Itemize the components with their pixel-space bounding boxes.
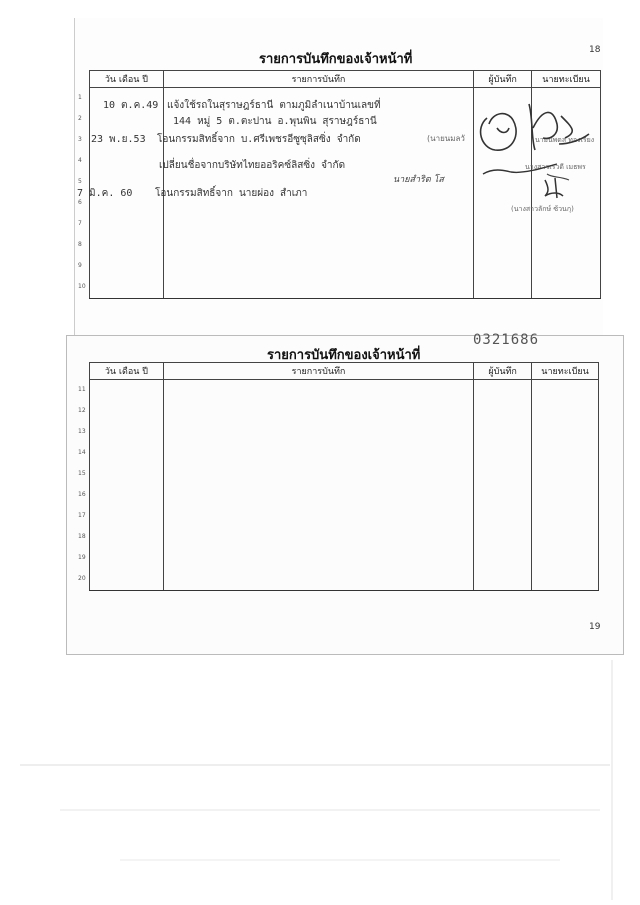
row-number: 19	[78, 554, 86, 561]
column-header-registrar: นายทะเบียน	[532, 71, 601, 88]
row-number: 9	[78, 262, 82, 269]
recorder-name: (นายนมลวั	[427, 134, 465, 143]
registrar-name: นายนพดล ทองเรียง	[535, 136, 595, 144]
row-number: 10	[78, 283, 86, 290]
entry-text: เปลี่ยนชื่อจากบริษัทไทยออริคซ์ลิสซิ่ง จำกัด	[159, 160, 346, 171]
column-header-registrar: นายทะเบียน	[532, 363, 599, 380]
row-number: 5	[78, 178, 82, 185]
table-row	[90, 277, 601, 299]
official-stamp: นางสาวเรวดี เมธพร	[525, 163, 586, 171]
scan-artifact-lines	[0, 660, 640, 905]
column-header-record: รายการบันทึก	[163, 363, 473, 380]
entry-date: 10 ต.ค.49	[103, 100, 159, 111]
table-row	[90, 548, 599, 569]
record-page-bottom	[66, 332, 624, 655]
column-header-record: รายการบันทึก	[163, 71, 473, 88]
table-row	[90, 256, 601, 277]
entry-date: 23 พ.ย.53	[91, 134, 146, 145]
faint-serial-number: 0321686	[473, 332, 540, 348]
column-header-date: วัน เดือน ปี	[90, 71, 164, 88]
row-number: 6	[78, 199, 82, 206]
entry-text: แจ้งใช้รถในสุราษฎร์ธานี ตามภูมิลำเนาบ้านเลขที่	[167, 100, 381, 111]
row-number: 8	[78, 241, 82, 248]
row-number: 16	[78, 491, 86, 498]
row-number: 14	[78, 449, 86, 456]
entry-date: 7 มิ.ค. 60	[77, 188, 133, 199]
page-number: 19	[589, 622, 601, 632]
column-header-recorder: ผู้บันทึก	[474, 71, 532, 88]
page-title: รายการบันทึกของเจ้าหน้าที่	[267, 348, 421, 363]
row-number: 18	[78, 533, 86, 540]
entry-text: โอนกรรมสิทธิ์จาก บ.ศรีเพชรอีซูซุลิสซิ่ง จำกัด	[157, 134, 361, 145]
row-number: 13	[78, 428, 86, 435]
column-header-recorder: ผู้บันทึก	[474, 363, 532, 380]
records-table	[78, 362, 599, 591]
table-row	[90, 380, 599, 402]
row-number: 17	[78, 512, 86, 519]
entry-text: 144 หมู่ 5 ต.ตะปาน อ.พุนพิน สุราษฎร์ธานี	[173, 116, 377, 127]
row-number: 4	[78, 157, 82, 164]
column-header-date: วัน เดือน ปี	[90, 363, 164, 380]
record-page-top	[74, 18, 603, 338]
row-number: 2	[78, 115, 82, 122]
page-number: 18	[589, 45, 601, 55]
row-number: 20	[78, 575, 86, 582]
table-row	[90, 527, 599, 548]
row-number: 3	[78, 136, 82, 143]
page-title: รายการบันทึกของเจ้าหน้าที่	[259, 52, 413, 67]
table-row	[90, 214, 601, 235]
row-number: 7	[78, 220, 82, 227]
table-row	[90, 464, 599, 485]
table-row	[90, 569, 599, 591]
handwritten-note: นายสำริต โส	[393, 175, 444, 185]
table-row	[90, 235, 601, 256]
row-number: 1	[78, 94, 82, 101]
table-row	[90, 422, 599, 443]
table-row	[90, 506, 599, 527]
row-number: 12	[78, 407, 86, 414]
signature-mark	[537, 174, 577, 204]
table-row	[90, 443, 599, 464]
table-row	[90, 485, 599, 506]
row-number: 15	[78, 470, 86, 477]
row-number: 11	[78, 386, 86, 393]
table-row	[90, 401, 599, 422]
official-stamp: (นางสาวลักษ์ ซ้วนกุ)	[511, 205, 574, 213]
entry-text: โอนกรรมสิทธิ์จาก นายผ่อง สำเภา	[155, 188, 308, 199]
